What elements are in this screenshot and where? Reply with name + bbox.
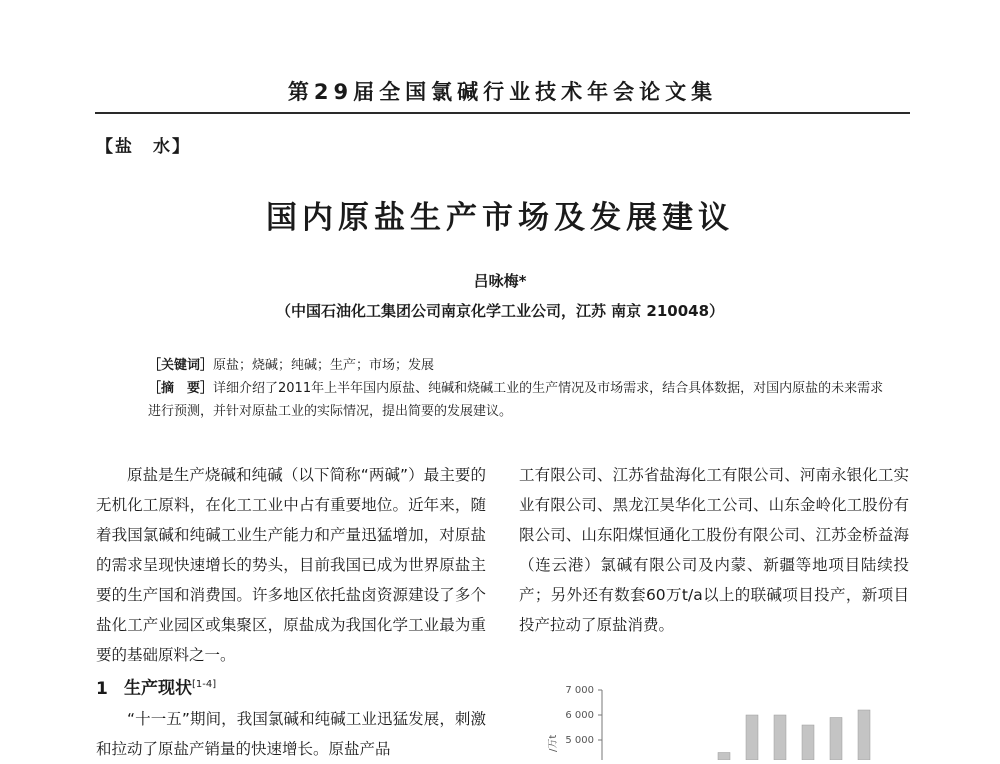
bar-3 — [774, 715, 786, 760]
intro-paragraph: 原盐是生产烧碱和纯碱（以下简称“两碱”）最主要的无机化工原料，在化工工业中占有重要地位。近年来，随着我国氯碱和纯碱工业生产能力和产量迅猛增加，对原盐的需求呈现快速增长的势头，目前我国已成为世界原盐主要的生产国和消费国。许多地区依托盐卤资源建设了多个盐化工产业园区或集聚区，原盐成为我国化学工业最为重要的基础原料之一。 — [96, 466, 486, 664]
author: 吕咏梅* — [473, 272, 527, 290]
keywords — [148, 354, 908, 377]
affiliation: （中国石油化工集团公司南京化学工业公司，江苏 南京 210048） — [275, 302, 725, 320]
section-paragraph: “十一五”期间，我国氯碱和纯碱工业迅猛发展，刺激和拉动了原盐产销量的快速增长。原盐产品 — [96, 709, 486, 758]
section-ref: [1-4] — [192, 679, 217, 690]
keywords-label: ［关键词］ — [148, 358, 214, 373]
right-column — [519, 460, 909, 640]
y-tick-label: 6 000 — [565, 710, 594, 721]
abstract — [134, 377, 894, 423]
section-number: 1 — [96, 678, 108, 699]
bar-4 — [802, 725, 814, 760]
section-title: 生产现状 — [124, 678, 192, 699]
running-head: 第29届全国氯碱行业技术年会论文集 — [95, 72, 910, 114]
left-column — [96, 460, 486, 764]
bar-1 — [718, 753, 730, 761]
y-tick-label: 7 000 — [565, 685, 594, 696]
right-paragraph: 工有限公司、江苏省盐海化工有限公司、河南永银化工实业有限公司、黑龙江昊华化工公司、山东金岭化工股份有限公司、山东阳煤恒通化工股份有限公司、江苏金桥益海（连云港）氯碱有限公司及内蒙、新疆等地项目陆续投产；另外还有数套60万t/a以上的联碱项目投产，新项目投产拉动了原盐消费。 — [519, 466, 909, 634]
y-ticks — [565, 685, 602, 746]
production-chart — [540, 682, 920, 760]
section-heading — [96, 670, 486, 704]
y-axis-label: /万t — [548, 734, 559, 752]
keywords-text: 原盐；烧碱；纯碱；生产；市场；发展 — [213, 358, 435, 373]
bar-2 — [746, 715, 758, 760]
bar-group — [718, 710, 870, 760]
paper-title: 国内原盐生产市场及发展建议 — [266, 200, 734, 236]
section-tag: 【盐 水】 — [96, 137, 191, 157]
bar-6 — [858, 710, 870, 760]
y-tick-label: 5 000 — [565, 735, 594, 746]
abstract-text: 详细介绍了2011年上半年国内原盐、纯碱和烧碱工业的生产情况及市场需求，结合具体数据，对国内原盐的未来需求进行预测，并针对原盐工业的实际情况，提出简要的发展建议。 — [148, 381, 884, 419]
bar-5 — [830, 718, 842, 761]
abstract-label: ［摘 要］ — [148, 381, 214, 396]
